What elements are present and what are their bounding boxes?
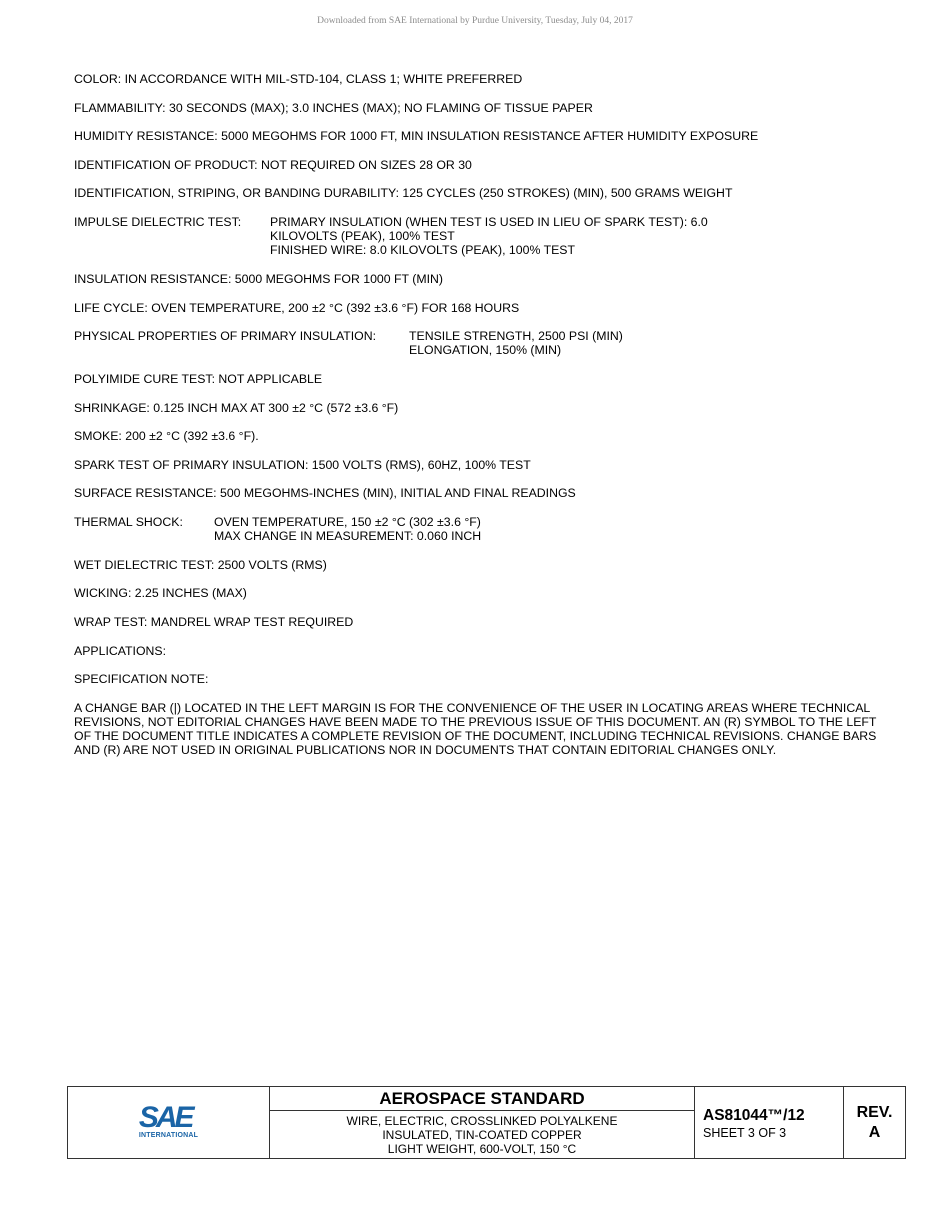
- impulse-value-1: PRIMARY INSULATION (WHEN TEST IS USED IN LIEU OF SPARK TEST): 6.0: [270, 214, 708, 229]
- polyimide-line: POLYIMIDE CURE TEST: NOT APPLICABLE: [74, 371, 323, 386]
- wicking-line: WICKING: 2.25 INCHES (MAX): [74, 586, 247, 601]
- impulse-values: [270, 215, 708, 258]
- spark-line: SPARK TEST OF PRIMARY INSULATION: 1500 VOLTS (RMS), 60HZ, 100% TEST: [74, 457, 531, 472]
- document-number: AS81044™/12: [703, 1106, 805, 1124]
- striping-line: IDENTIFICATION, STRIPING, OR BANDING DURABILITY: 125 CYCLES (250 STROKES) (MIN), 500 GRAMS WEIGHT: [74, 186, 733, 201]
- insulation-line: INSULATION RESISTANCE: 5000 MEGOHMS FOR 1000 FT (MIN): [74, 271, 443, 286]
- logo-cell: [68, 1087, 270, 1159]
- physical-properties-row: [74, 329, 894, 357]
- description-line-1: WIRE, ELECTRIC, CROSSLINKED POLYALKENE: [346, 1113, 618, 1128]
- physical-value-1: TENSILE STRENGTH, 2500 PSI (MIN): [409, 329, 623, 344]
- smoke-line: SMOKE: 200 ±2 °C (392 ±3.6 °F).: [74, 429, 259, 444]
- thermal-shock-row: [74, 515, 894, 543]
- applications-line: APPLICATIONS:: [74, 643, 167, 658]
- thermal-value-2: MAX CHANGE IN MEASUREMENT: 0.060 INCH: [214, 529, 482, 544]
- physical-values: [409, 329, 623, 357]
- flammability-line: FLAMMABILITY: 30 SECONDS (MAX); 3.0 INCHES (MAX); NO FLAMING OF TISSUE PAPER: [74, 100, 593, 115]
- impulse-label: IMPULSE DIELECTRIC TEST:: [74, 214, 242, 229]
- sae-logo: [138, 1100, 199, 1140]
- wrap-line: WRAP TEST: MANDREL WRAP TEST REQUIRED: [74, 614, 354, 629]
- specification-body: [74, 72, 894, 772]
- impulse-value-3: FINISHED WIRE: 8.0 KILOVOLTS (PEAK), 100% TEST: [270, 243, 576, 258]
- revision-cell: [844, 1087, 906, 1159]
- change-bar-note: A CHANGE BAR (|) LOCATED IN THE LEFT MARGIN IS FOR THE CONVENIENCE OF THE USER IN LOCATING AREAS WHERE TECHNICAL REVISIONS, NOT EDITORIAL CHANGES HAVE BEEN MADE TO THE PREVIOUS ISSUE OF THIS DOCUMENT. AN (R) SYMBOL TO THE LEFT OF THE DOCUMENT TITLE INDICATES A COMPLETE REVISION OF THE DOCUMENT, INCLUDING TECHNICAL REVISIONS. CHANGE BARS AND (R) ARE NOT USED IN ORIGINAL PUBLICATIONS NOR IN DOCUMENTS THAT CONTAIN EDITORIAL CHANGES ONLY.: [74, 700, 877, 758]
- revision-label: REV.: [856, 1103, 893, 1121]
- sheet-number: SHEET 3 OF 3: [703, 1125, 787, 1140]
- download-watermark: Downloaded from SAE International by Purdue University, Tuesday, July 04, 2017: [317, 16, 633, 26]
- identification-line: IDENTIFICATION OF PRODUCT: NOT REQUIRED ON SIZES 28 OR 30: [74, 157, 472, 172]
- shrinkage-line: SHRINKAGE: 0.125 INCH MAX AT 300 ±2 °C (572 ±3.6 °F): [74, 400, 399, 415]
- life-cycle-line: LIFE CYCLE: OVEN TEMPERATURE, 200 ±2 °C (392 ±3.6 °F) FOR 168 HOURS: [74, 300, 520, 315]
- description-line-2: INSULATED, TIN-COATED COPPER: [382, 1127, 582, 1142]
- physical-value-2: ELONGATION, 150% (MIN): [409, 343, 562, 358]
- spec-note-heading: SPECIFICATION NOTE:: [74, 672, 209, 687]
- surface-line: SURFACE RESISTANCE: 500 MEGOHMS-INCHES (MIN), INITIAL AND FINAL READINGS: [74, 486, 576, 501]
- impulse-value-2: KILOVOLTS (PEAK), 100% TEST: [270, 229, 455, 244]
- impulse-dielectric-row: [74, 215, 894, 258]
- standard-title: AEROSPACE STANDARD: [270, 1088, 694, 1111]
- sae-logo-mark: SAE: [138, 1100, 192, 1134]
- thermal-label: THERMAL SHOCK:: [74, 514, 183, 529]
- title-cell: [270, 1087, 695, 1159]
- title-block: [67, 1086, 906, 1159]
- sae-logo-subtitle: INTERNATIONAL: [138, 1131, 199, 1139]
- revision-value: A: [868, 1123, 881, 1141]
- humidity-line: HUMIDITY RESISTANCE: 5000 MEGOHMS FOR 1000 FT, MIN INSULATION RESISTANCE AFTER HUMIDITY EXPOSURE: [74, 129, 759, 144]
- description-line-3: LIGHT WEIGHT, 600-VOLT, 150 °C: [387, 1141, 577, 1156]
- wet-dielectric-line: WET DIELECTRIC TEST: 2500 VOLTS (RMS): [74, 557, 327, 572]
- color-line: COLOR: IN ACCORDANCE WITH MIL-STD-104, CLASS 1; WHITE PREFERRED: [74, 72, 523, 86]
- document-number-cell: [695, 1087, 844, 1159]
- physical-label: PHYSICAL PROPERTIES OF PRIMARY INSULATION:: [74, 329, 377, 344]
- thermal-value-1: OVEN TEMPERATURE, 150 ±2 °C (302 ±3.6 °F): [214, 514, 481, 529]
- standard-description: [270, 1111, 694, 1158]
- thermal-values: [214, 515, 481, 543]
